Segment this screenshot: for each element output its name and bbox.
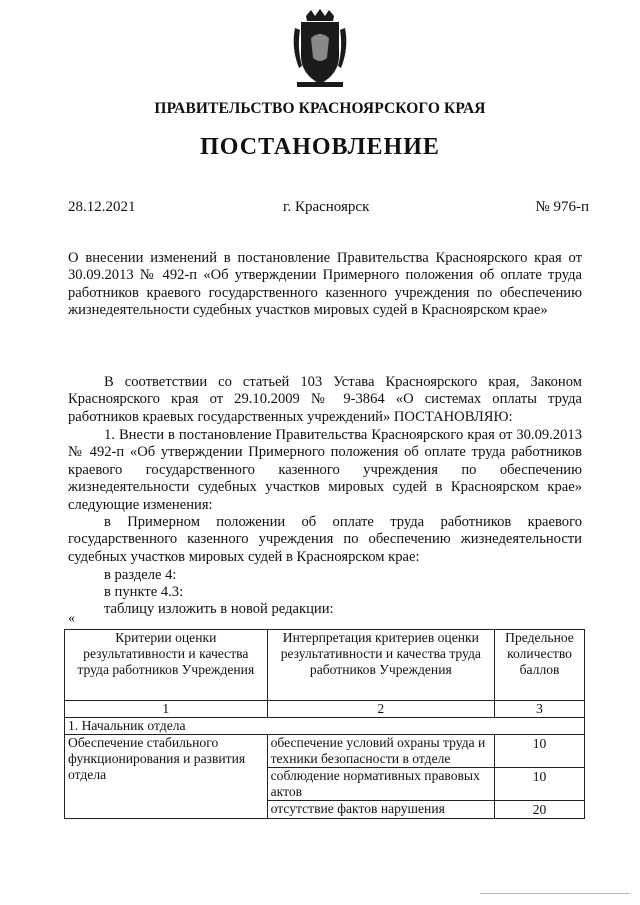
opening-quote: «: [68, 611, 75, 626]
table-row: [65, 735, 585, 768]
scan-edge-line: [480, 893, 630, 894]
table-header-row: [65, 630, 585, 701]
interpretation-cell: отсутствие фактов нарушения: [267, 801, 494, 819]
preamble-paragraph: [68, 374, 582, 426]
header-interpretation: Интерпретация критериев оценки результативности и качества труда работников Учреждения: [267, 630, 494, 701]
document-title: О внесении изменений в постановление Правительства Красноярского края от 30.09.2013 № 492-п «Об утверждении Примерного положения об оплате труда работников краевого государственного казенного учреждения по обеспечению жизнедеятельности судебных участков мировых судей в Красноярском крае»: [68, 250, 582, 319]
criteria-table: [64, 629, 585, 819]
table-section-row: [65, 718, 585, 735]
section-reference: в разделе 4:: [104, 567, 177, 583]
coat-of-arms-emblem: [289, 8, 351, 90]
section-title: 1. Начальник отдела: [65, 718, 585, 735]
government-name: ПРАВИТЕЛЬСТВО КРАСНОЯРСКОГО КРАЯ: [154, 100, 486, 117]
document-date: 28.12.2021: [68, 199, 136, 215]
interpretation-cell: обеспечение условий охраны труда и техники безопасности в отделе: [267, 735, 494, 768]
preamble-text: В соответствии со статьей 103 Устава Красноярского края, Законом Красноярского края от 29.10.2009 № 9-3864 «О системах оплаты труда работников краевых государственных учреждений» ПОСТАНОВЛЯЮ:: [68, 374, 582, 425]
clause-1-paragraph: [68, 427, 582, 514]
regulation-paragraph: [68, 514, 582, 566]
criterion-cell: Обеспечение стабильного функционирования и развития отдела: [65, 735, 268, 819]
document-type: ПОСТАНОВЛЕНИЕ: [200, 134, 440, 160]
points-cell: 10: [495, 768, 585, 801]
table-row: [65, 701, 585, 718]
document-city: г. Красноярск: [283, 199, 370, 215]
header-criteria: Критерии оценки результативности и качества труда работников Учреждения: [65, 630, 268, 701]
col-number: 3: [495, 701, 585, 718]
points-cell: 20: [495, 801, 585, 819]
header-points: Предельное количество баллов: [495, 630, 585, 701]
interpretation-cell: соблюдение нормативных правовых актов: [267, 768, 494, 801]
points-cell: 10: [495, 735, 585, 768]
document-number: № 976-п: [535, 199, 589, 215]
item-reference: в пункте 4.3:: [104, 584, 184, 600]
col-number: 1: [65, 701, 268, 718]
table-instruction: таблицу изложить в новой редакции:: [104, 601, 334, 617]
regulation-text: в Примерном положении об оплате труда работников краевого государственного казенного учреждения по обеспечению жизнедеятельности судебных участков мировых судей в Красноярском крае:: [68, 514, 582, 565]
col-number: 2: [267, 701, 494, 718]
clause-1-text: 1. Внести в постановление Правительства Красноярского края от 30.09.2013 № 492-п «Об утверждении Примерного положения об оплате труда работников краевого государственного казенного учреждения по обеспечению жизнедеятельности судебных участков мировых судей в Красноярском крае» следующие изменения:: [68, 427, 582, 513]
